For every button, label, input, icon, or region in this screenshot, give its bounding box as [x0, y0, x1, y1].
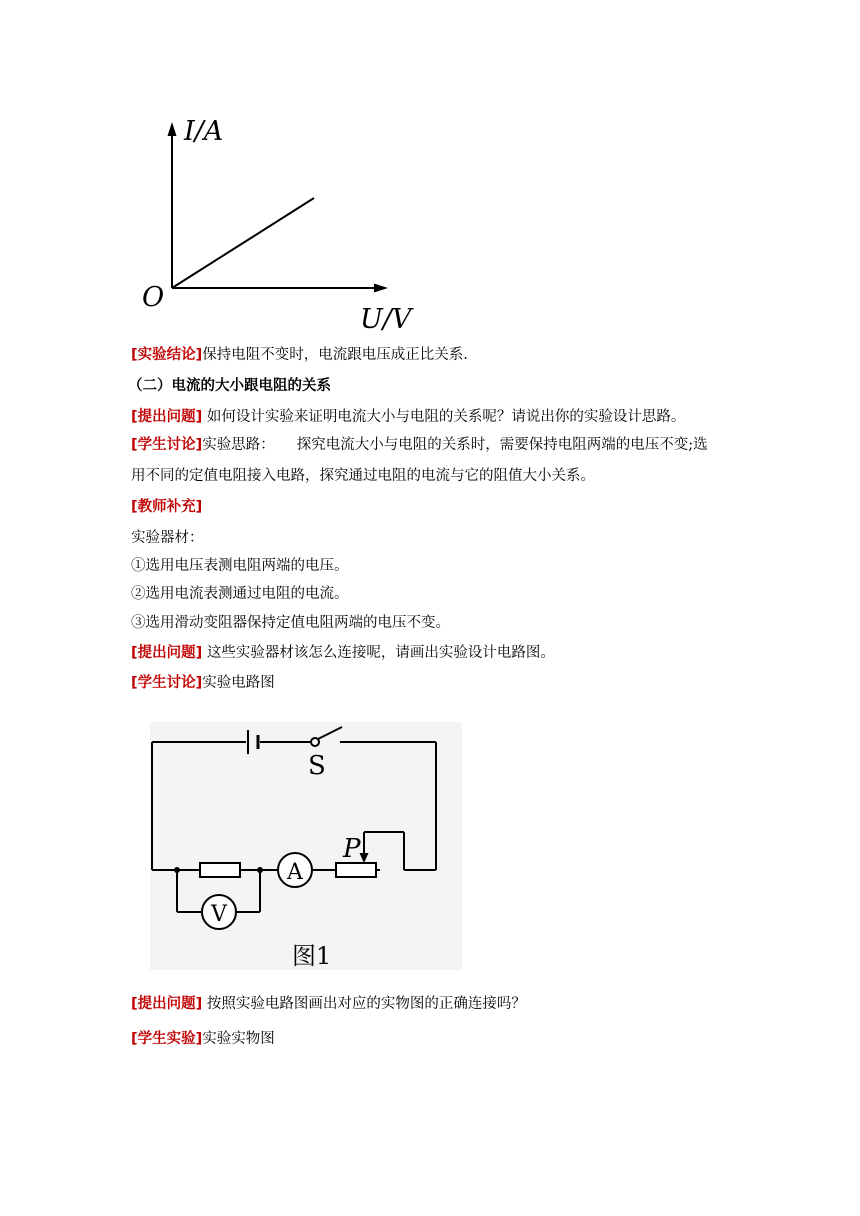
fixed-resistor: [200, 863, 240, 877]
discussion2-tag: [学生讨论]: [131, 675, 203, 691]
question1-line: [131, 407, 685, 427]
teacher-supplement-tag: [教师补充]: [131, 499, 203, 515]
section-heading: （二）电流的大小跟电阻的关系: [128, 377, 331, 394]
equipment-item-1: ①选用电压表测电阻两端的电压。: [131, 558, 349, 574]
question3-tag: [提出问题]: [131, 996, 203, 1012]
circuit-caption: 图1: [292, 942, 332, 970]
conclusion-tag: [实验结论]: [131, 347, 203, 363]
question3-text: 按照实验电路图画出对应的实物图的正确连接吗？: [202, 996, 526, 1012]
conclusion-text: 保持电阻不变时，电流跟电压成正比关系.: [202, 347, 468, 363]
discussion1-tag: [学生讨论]: [131, 437, 203, 453]
discussion1-line: [131, 435, 708, 455]
discussion1-text-a: 实验思路：: [202, 437, 275, 453]
question2-line: [131, 643, 555, 663]
ammeter-label: A: [287, 860, 303, 885]
discussion2-line: [131, 673, 275, 693]
switch-pivot: [311, 738, 319, 746]
current-voltage-graph: [138, 112, 428, 338]
equipment-title: 实验器材：: [131, 530, 204, 546]
circuit-background: [150, 722, 462, 970]
circuit-diagram: [140, 720, 470, 972]
discussion2-text: 实验电路图: [202, 675, 275, 691]
proportional-line: [172, 198, 314, 288]
voltmeter-label: V: [211, 902, 227, 927]
rheostat: [336, 863, 376, 877]
origin-label: O: [142, 282, 165, 313]
question1-tag: [提出问题]: [131, 409, 203, 425]
conclusion-line: [131, 345, 468, 365]
x-axis-label: U/V: [360, 304, 412, 335]
question3-line: [131, 994, 526, 1014]
equipment-item-2: ②选用电流表测通过电阻的电流。: [131, 586, 349, 602]
question2-text: 这些实验器材该怎么连接呢，请画出实验设计电路图。: [202, 645, 555, 661]
discussion1-text-b: 探究电流大小与电阻的关系时，需要保持电阻两端的电压不变;选: [296, 437, 708, 453]
experiment-text: 实验实物图: [202, 1031, 275, 1047]
experiment-line: [131, 1029, 275, 1049]
y-axis-label: I/A: [184, 116, 224, 147]
discussion1-continuation: 用不同的定值电阻接入电路，探究通过电阻的电流与它的阻值大小关系。: [131, 468, 595, 484]
slider-label: P: [343, 834, 361, 864]
question2-tag: [提出问题]: [131, 645, 203, 661]
equipment-item-3: ③选用滑动变阻器保持定值电阻两端的电压不变。: [131, 615, 450, 631]
teacher-supplement-line: [131, 497, 202, 517]
x-axis-arrow: [374, 284, 388, 293]
y-axis-arrow: [168, 122, 177, 136]
switch-label: S: [308, 751, 326, 781]
question1-text: 如何设计实验来证明电流大小与电阻的关系呢？请说出你的实验设计思路。: [202, 409, 686, 425]
experiment-tag: [学生实验]: [131, 1031, 203, 1047]
